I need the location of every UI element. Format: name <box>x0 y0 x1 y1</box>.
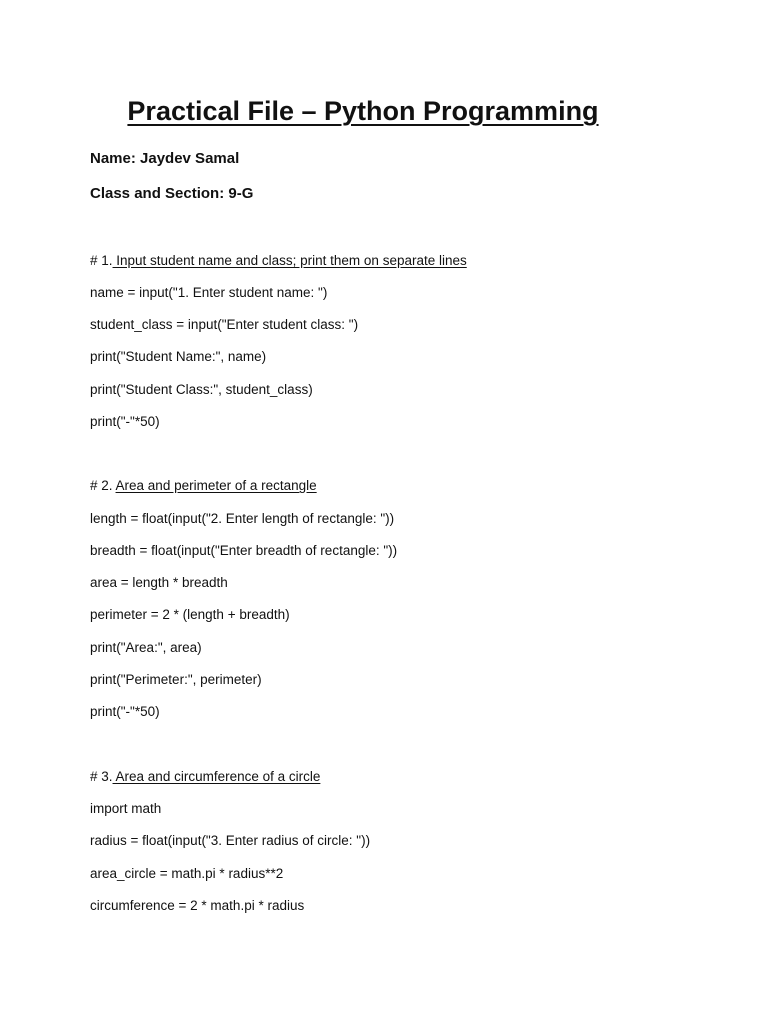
code-line: breadth = float(input("Enter breadth of rectangle: ")) <box>90 543 398 558</box>
section-2-heading-text: Area and perimeter of a rectangle <box>115 478 317 493</box>
code-line: area = length * breadth <box>90 575 228 590</box>
section-3-prefix: # 3. <box>90 769 113 784</box>
document-title: Practical File – Python Programming <box>127 96 599 126</box>
class-section: Class and Section: 9-G <box>90 185 254 202</box>
code-line: length = float(input("2. Enter length of rectangle: ")) <box>90 511 395 526</box>
section-1-heading-text: Input student name and class; print them on separate lines <box>112 253 467 268</box>
section-1-prefix: # 1. <box>90 253 113 268</box>
section-2-heading <box>90 478 317 493</box>
code-line: print("Perimeter:", perimeter) <box>90 672 262 687</box>
code-line: print("Area:", area) <box>90 640 202 655</box>
code-line: area_circle = math.pi * radius**2 <box>90 866 284 881</box>
section-1-heading <box>90 253 467 268</box>
code-line: print("-"*50) <box>90 414 160 429</box>
section-3-heading <box>90 769 320 784</box>
code-line: radius = float(input("3. Enter radius of circle: ")) <box>90 833 371 848</box>
student-name: Name: Jaydev Samal <box>90 150 240 167</box>
code-line: circumference = 2 * math.pi * radius <box>90 898 305 913</box>
code-line: student_class = input("Enter student class: ") <box>90 317 359 332</box>
section-2-prefix: # 2. <box>90 478 116 493</box>
code-line: import math <box>90 801 162 816</box>
code-line: print("-"*50) <box>90 704 160 719</box>
code-line: perimeter = 2 * (length + breadth) <box>90 607 290 622</box>
section-3-heading-text: Area and circumference of a circle <box>112 769 321 784</box>
code-line: print("Student Name:", name) <box>90 349 267 364</box>
code-line: name = input("1. Enter student name: ") <box>90 285 328 300</box>
code-line: print("Student Class:", student_class) <box>90 382 313 397</box>
